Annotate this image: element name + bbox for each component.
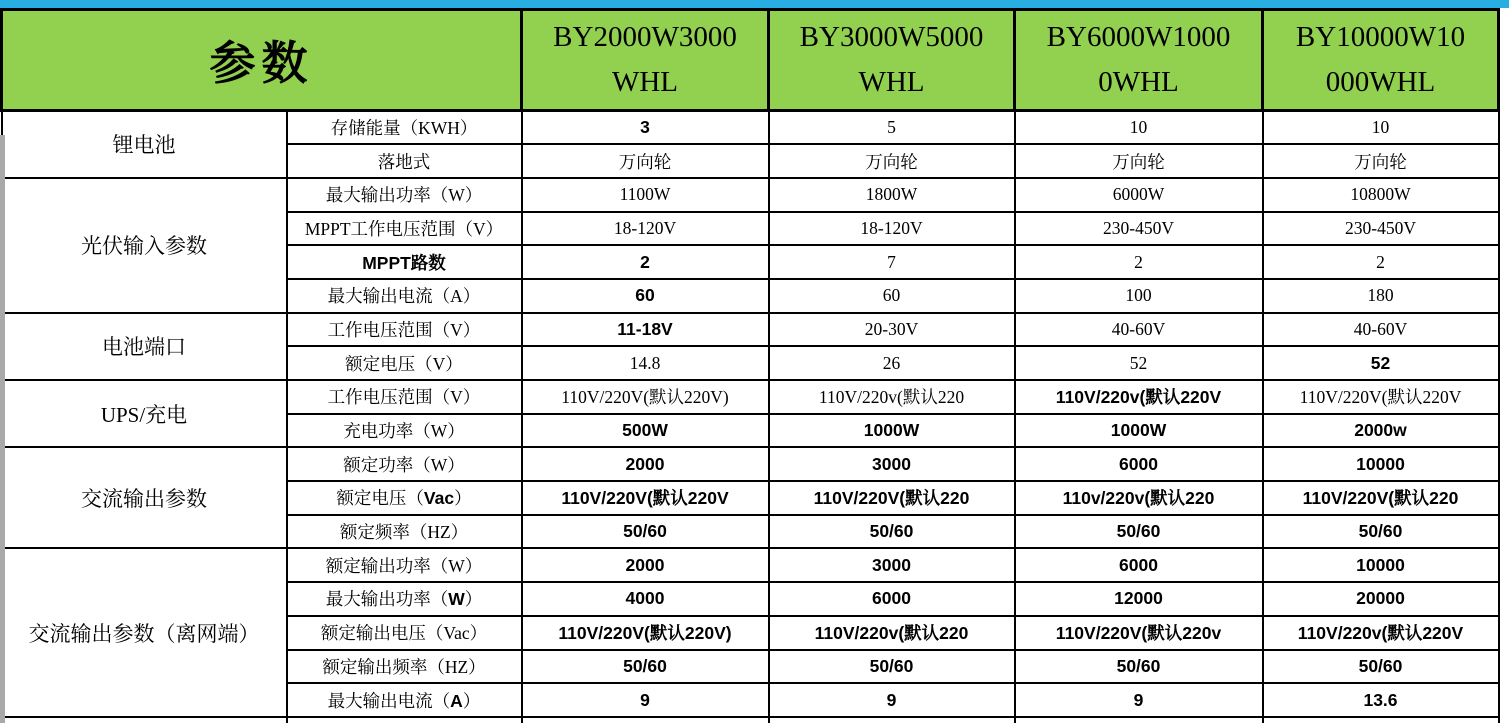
empty-cell <box>287 717 522 723</box>
category-cell: 交流输出参数（离网端） <box>2 548 287 716</box>
value-cell: 10 <box>1015 111 1263 145</box>
param-cell: 额定频率（HZ） <box>287 515 522 549</box>
value-cell: 2 <box>522 245 769 279</box>
table-row <box>2 313 1499 347</box>
value-cell: 20-30V <box>769 313 1015 347</box>
value-cell: 110V/220v(默认220V <box>1015 380 1263 414</box>
value-cell: 3000 <box>769 447 1015 481</box>
param-cell: 最大输出功率（W） <box>287 178 522 212</box>
value-cell: 110V/220v(默认220 <box>769 616 1015 650</box>
empty-cell <box>1015 717 1263 723</box>
partial-row <box>2 717 1499 723</box>
param-cell: 额定输出电压（Vac） <box>287 616 522 650</box>
value-cell: 10 <box>1263 111 1499 145</box>
param-cell: 额定电压（V） <box>287 346 522 380</box>
value-cell: 40-60V <box>1263 313 1499 347</box>
value-cell: 110V/220V(默认220V <box>522 481 769 515</box>
value-cell: 18-120V <box>769 212 1015 246</box>
value-cell: 110V/220v(默认220 <box>769 380 1015 414</box>
value-cell: 9 <box>769 683 1015 717</box>
value-cell: 6000W <box>1015 178 1263 212</box>
spec-table <box>0 8 1500 723</box>
value-cell: 52 <box>1015 346 1263 380</box>
value-cell: 5 <box>769 111 1015 145</box>
empty-cell <box>2 717 287 723</box>
param-cell: 额定功率（W） <box>287 447 522 481</box>
value-cell: 60 <box>522 279 769 313</box>
value-cell: 20000 <box>1263 582 1499 616</box>
category-cell: UPS/充电 <box>2 380 287 447</box>
value-cell: 60 <box>769 279 1015 313</box>
param-cell: 充电功率（W） <box>287 414 522 448</box>
value-cell: 2 <box>1263 245 1499 279</box>
value-cell: 110V/220V(默认220v <box>1015 616 1263 650</box>
param-cell: MPPT工作电压范围（V） <box>287 212 522 246</box>
value-cell: 12000 <box>1015 582 1263 616</box>
category-cell: 交流输出参数 <box>2 447 287 548</box>
header-row <box>2 10 1499 111</box>
value-cell: 1800W <box>769 178 1015 212</box>
value-cell: 50/60 <box>1263 650 1499 684</box>
product-header-cell: BY3000W5000WHL <box>769 10 1015 111</box>
value-cell: 50/60 <box>1263 515 1499 549</box>
value-cell: 9 <box>1015 683 1263 717</box>
left-window-edge <box>0 135 5 723</box>
value-cell: 2 <box>1015 245 1263 279</box>
param-cell: 最大输出功率（W） <box>287 582 522 616</box>
table-row <box>2 380 1499 414</box>
value-cell: 52 <box>1263 346 1499 380</box>
value-cell: 9 <box>522 683 769 717</box>
value-cell: 40-60V <box>1015 313 1263 347</box>
param-cell: 最大输出电流（A） <box>287 279 522 313</box>
value-cell: 7 <box>769 245 1015 279</box>
value-cell: 万向轮 <box>769 144 1015 178</box>
param-cell: 工作电压范围（V） <box>287 380 522 414</box>
param-cell: 工作电压范围（V） <box>287 313 522 347</box>
table-row <box>2 447 1499 481</box>
value-cell: 18-120V <box>522 212 769 246</box>
param-cell: 额定电压（Vac） <box>287 481 522 515</box>
value-cell: 3 <box>522 111 769 145</box>
value-cell: 50/60 <box>522 650 769 684</box>
value-cell: 110V/220V(默认220V <box>1263 380 1499 414</box>
value-cell: 6000 <box>769 582 1015 616</box>
category-cell: 光伏输入参数 <box>2 178 287 313</box>
value-cell: 50/60 <box>1015 650 1263 684</box>
value-cell: 110v/220v(默认220 <box>1015 481 1263 515</box>
value-cell: 1000W <box>769 414 1015 448</box>
value-cell: 万向轮 <box>1015 144 1263 178</box>
value-cell: 万向轮 <box>1263 144 1499 178</box>
product-header-cell: BY10000W10000WHL <box>1263 10 1499 111</box>
value-cell: 6000 <box>1015 447 1263 481</box>
value-cell: 230-450V <box>1015 212 1263 246</box>
value-cell: 10000 <box>1263 447 1499 481</box>
value-cell: 10800W <box>1263 178 1499 212</box>
category-cell: 锂电池 <box>2 111 287 178</box>
value-cell: 50/60 <box>522 515 769 549</box>
param-cell: 落地式 <box>287 144 522 178</box>
table-row <box>2 178 1499 212</box>
value-cell: 2000 <box>522 447 769 481</box>
product-header-cell: BY6000W10000WHL <box>1015 10 1263 111</box>
value-cell: 10000 <box>1263 548 1499 582</box>
value-cell: 180 <box>1263 279 1499 313</box>
value-cell: 万向轮 <box>522 144 769 178</box>
param-cell: 存储能量（KWH） <box>287 111 522 145</box>
value-cell: 50/60 <box>769 515 1015 549</box>
table-row <box>2 548 1499 582</box>
table-row <box>2 111 1499 145</box>
value-cell: 3000 <box>769 548 1015 582</box>
value-cell: 50/60 <box>1015 515 1263 549</box>
value-cell: 1100W <box>522 178 769 212</box>
value-cell: 14.8 <box>522 346 769 380</box>
product-header-cell: BY2000W3000WHL <box>522 10 769 111</box>
value-cell: 500W <box>522 414 769 448</box>
param-cell: 最大输出电流（A） <box>287 683 522 717</box>
value-cell: 110V/220V(默认220 <box>1263 481 1499 515</box>
empty-cell <box>1263 717 1499 723</box>
value-cell: 110V/220V(默认220V) <box>522 616 769 650</box>
value-cell: 1000W <box>1015 414 1263 448</box>
value-cell: 230-450V <box>1263 212 1499 246</box>
value-cell: 2000 <box>522 548 769 582</box>
value-cell: 2000w <box>1263 414 1499 448</box>
param-cell: 额定输出功率（W） <box>287 548 522 582</box>
value-cell: 100 <box>1015 279 1263 313</box>
value-cell: 26 <box>769 346 1015 380</box>
param-cell: MPPT路数 <box>287 245 522 279</box>
value-cell: 110V/220V(默认220 <box>769 481 1015 515</box>
top-accent-strip <box>0 0 1509 8</box>
param-header-cell: 参数 <box>2 10 522 111</box>
empty-cell <box>522 717 769 723</box>
value-cell: 13.6 <box>1263 683 1499 717</box>
value-cell: 4000 <box>522 582 769 616</box>
param-cell: 额定输出频率（HZ） <box>287 650 522 684</box>
category-cell: 电池端口 <box>2 313 287 380</box>
value-cell: 6000 <box>1015 548 1263 582</box>
value-cell: 110V/220V(默认220V) <box>522 380 769 414</box>
value-cell: 50/60 <box>769 650 1015 684</box>
value-cell: 110V/220v(默认220V <box>1263 616 1499 650</box>
value-cell: 11-18V <box>522 313 769 347</box>
empty-cell <box>769 717 1015 723</box>
